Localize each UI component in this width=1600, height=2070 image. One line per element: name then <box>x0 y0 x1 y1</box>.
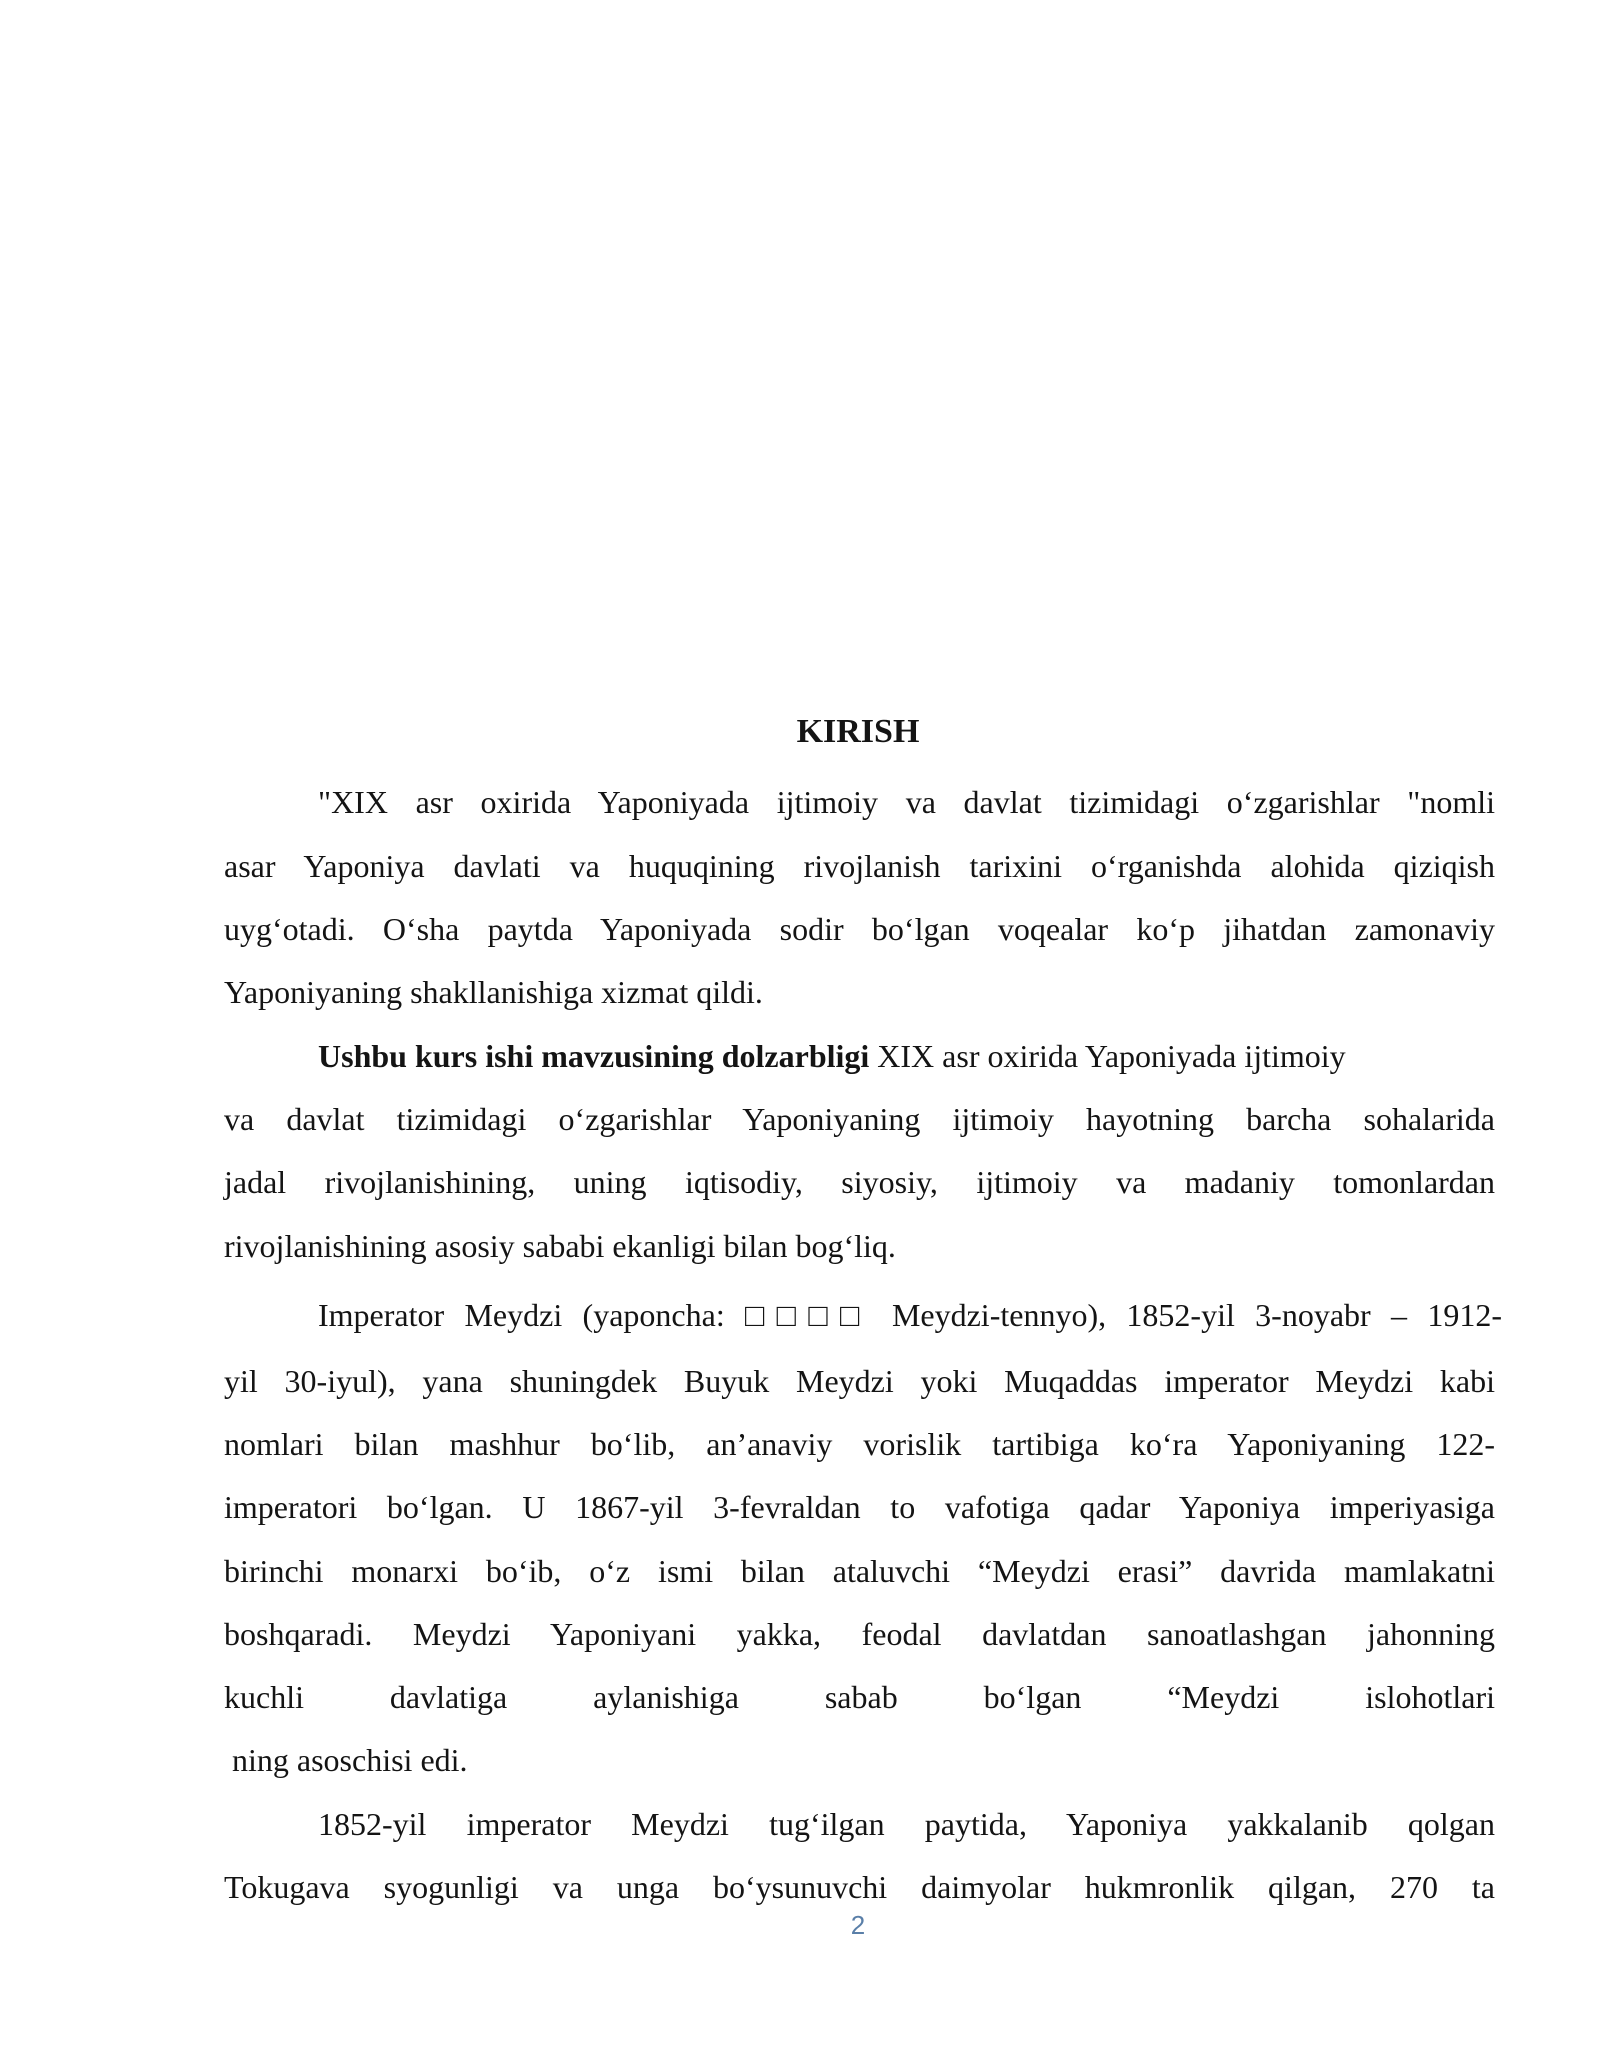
paragraph-3-line-8: ning asoschisi edi. <box>232 1742 468 1778</box>
paragraph-3-line-7: kuchli davlatiga aylanishiga sabab bo‘lgan “Meydzi islohotlari <box>224 1679 1495 1715</box>
paragraph-2-line-2: va davlat tizimidagi o‘zgarishlar Yaponiyaning ijtimoiy hayotning barcha sohalarida <box>224 1101 1495 1137</box>
paragraph-4-line-2: Tokugava syogunligi va unga bo‘ysunuvchi daimyolar hukmronlik qilgan, 270 ta <box>224 1869 1495 1905</box>
paragraph-3-line-1: Imperator Meydzi (yaponcha: □□□□ Meydzi-tennyo), 1852-yil 3-noyabr – 1912- <box>318 1297 1502 1333</box>
paragraph-2-bold-lead: Ushbu kurs ishi mavzusining dolzarbligi <box>318 1038 870 1074</box>
paragraph-1-line-2: asar Yaponiya davlati va huquqining rivojlanish tarixini o‘rganishda alohida qiziqish <box>224 848 1495 884</box>
paragraph-2-line-3: jadal rivojlanishining, uning iqtisodiy, siyosiy, ijtimoiy va madaniy tomonlardan <box>224 1164 1495 1200</box>
paragraph-4-line-1: 1852-yil imperator Meydzi tug‘ilgan paytida, Yaponiya yakkalanib qolgan <box>318 1806 1495 1842</box>
paragraph-1-line-3: uyg‘otadi. O‘sha paytda Yaponiyada sodir bo‘lgan voqealar ko‘p jihatdan zamonaviy <box>224 911 1495 947</box>
paragraph-3-line-3: nomlari bilan mashhur bo‘lib, an’anaviy vorislik tartibiga ko‘ra Yaponiyaning 122- <box>224 1426 1495 1462</box>
paragraph-3-line-5: birinchi monarxi bo‘ib, o‘z ismi bilan ataluvchi “Meydzi erasi” davrida mamlakatni <box>224 1553 1495 1589</box>
paragraph-2-line-1-rest: XIX asr oxirida Yaponiyada ijtimoiy <box>869 1038 1346 1074</box>
section-heading: KIRISH <box>796 713 920 750</box>
paragraph-2-line-4: rivojlanishining asosiy sababi ekanligi bilan bog‘liq. <box>224 1228 896 1264</box>
paragraph-3-line-4: imperatori bo‘lgan. U 1867-yil 3-fevraldan to vafotiga qadar Yaponiya imperiyasiga <box>224 1489 1495 1525</box>
paragraph-3-line-6: boshqaradi. Meydzi Yaponiyani yakka, feodal davlatdan sanoatlashgan jahonning <box>224 1616 1495 1652</box>
paragraph-2-line-1 <box>318 1036 1502 1076</box>
paragraph-3-line-2: yil 30-iyul), yana shuningdek Buyuk Meydzi yoki Muqaddas imperator Meydzi kabi <box>224 1363 1495 1399</box>
paragraph-1-line-4: Yaponiyaning shakllanishiga xizmat qildi. <box>224 974 763 1010</box>
paragraph-1-line-1: "XIX asr oxirida Yaponiyada ijtimoiy va davlat tizimidagi o‘zgarishlar "nomli <box>318 784 1495 820</box>
page-number: 2 <box>850 1910 866 1940</box>
